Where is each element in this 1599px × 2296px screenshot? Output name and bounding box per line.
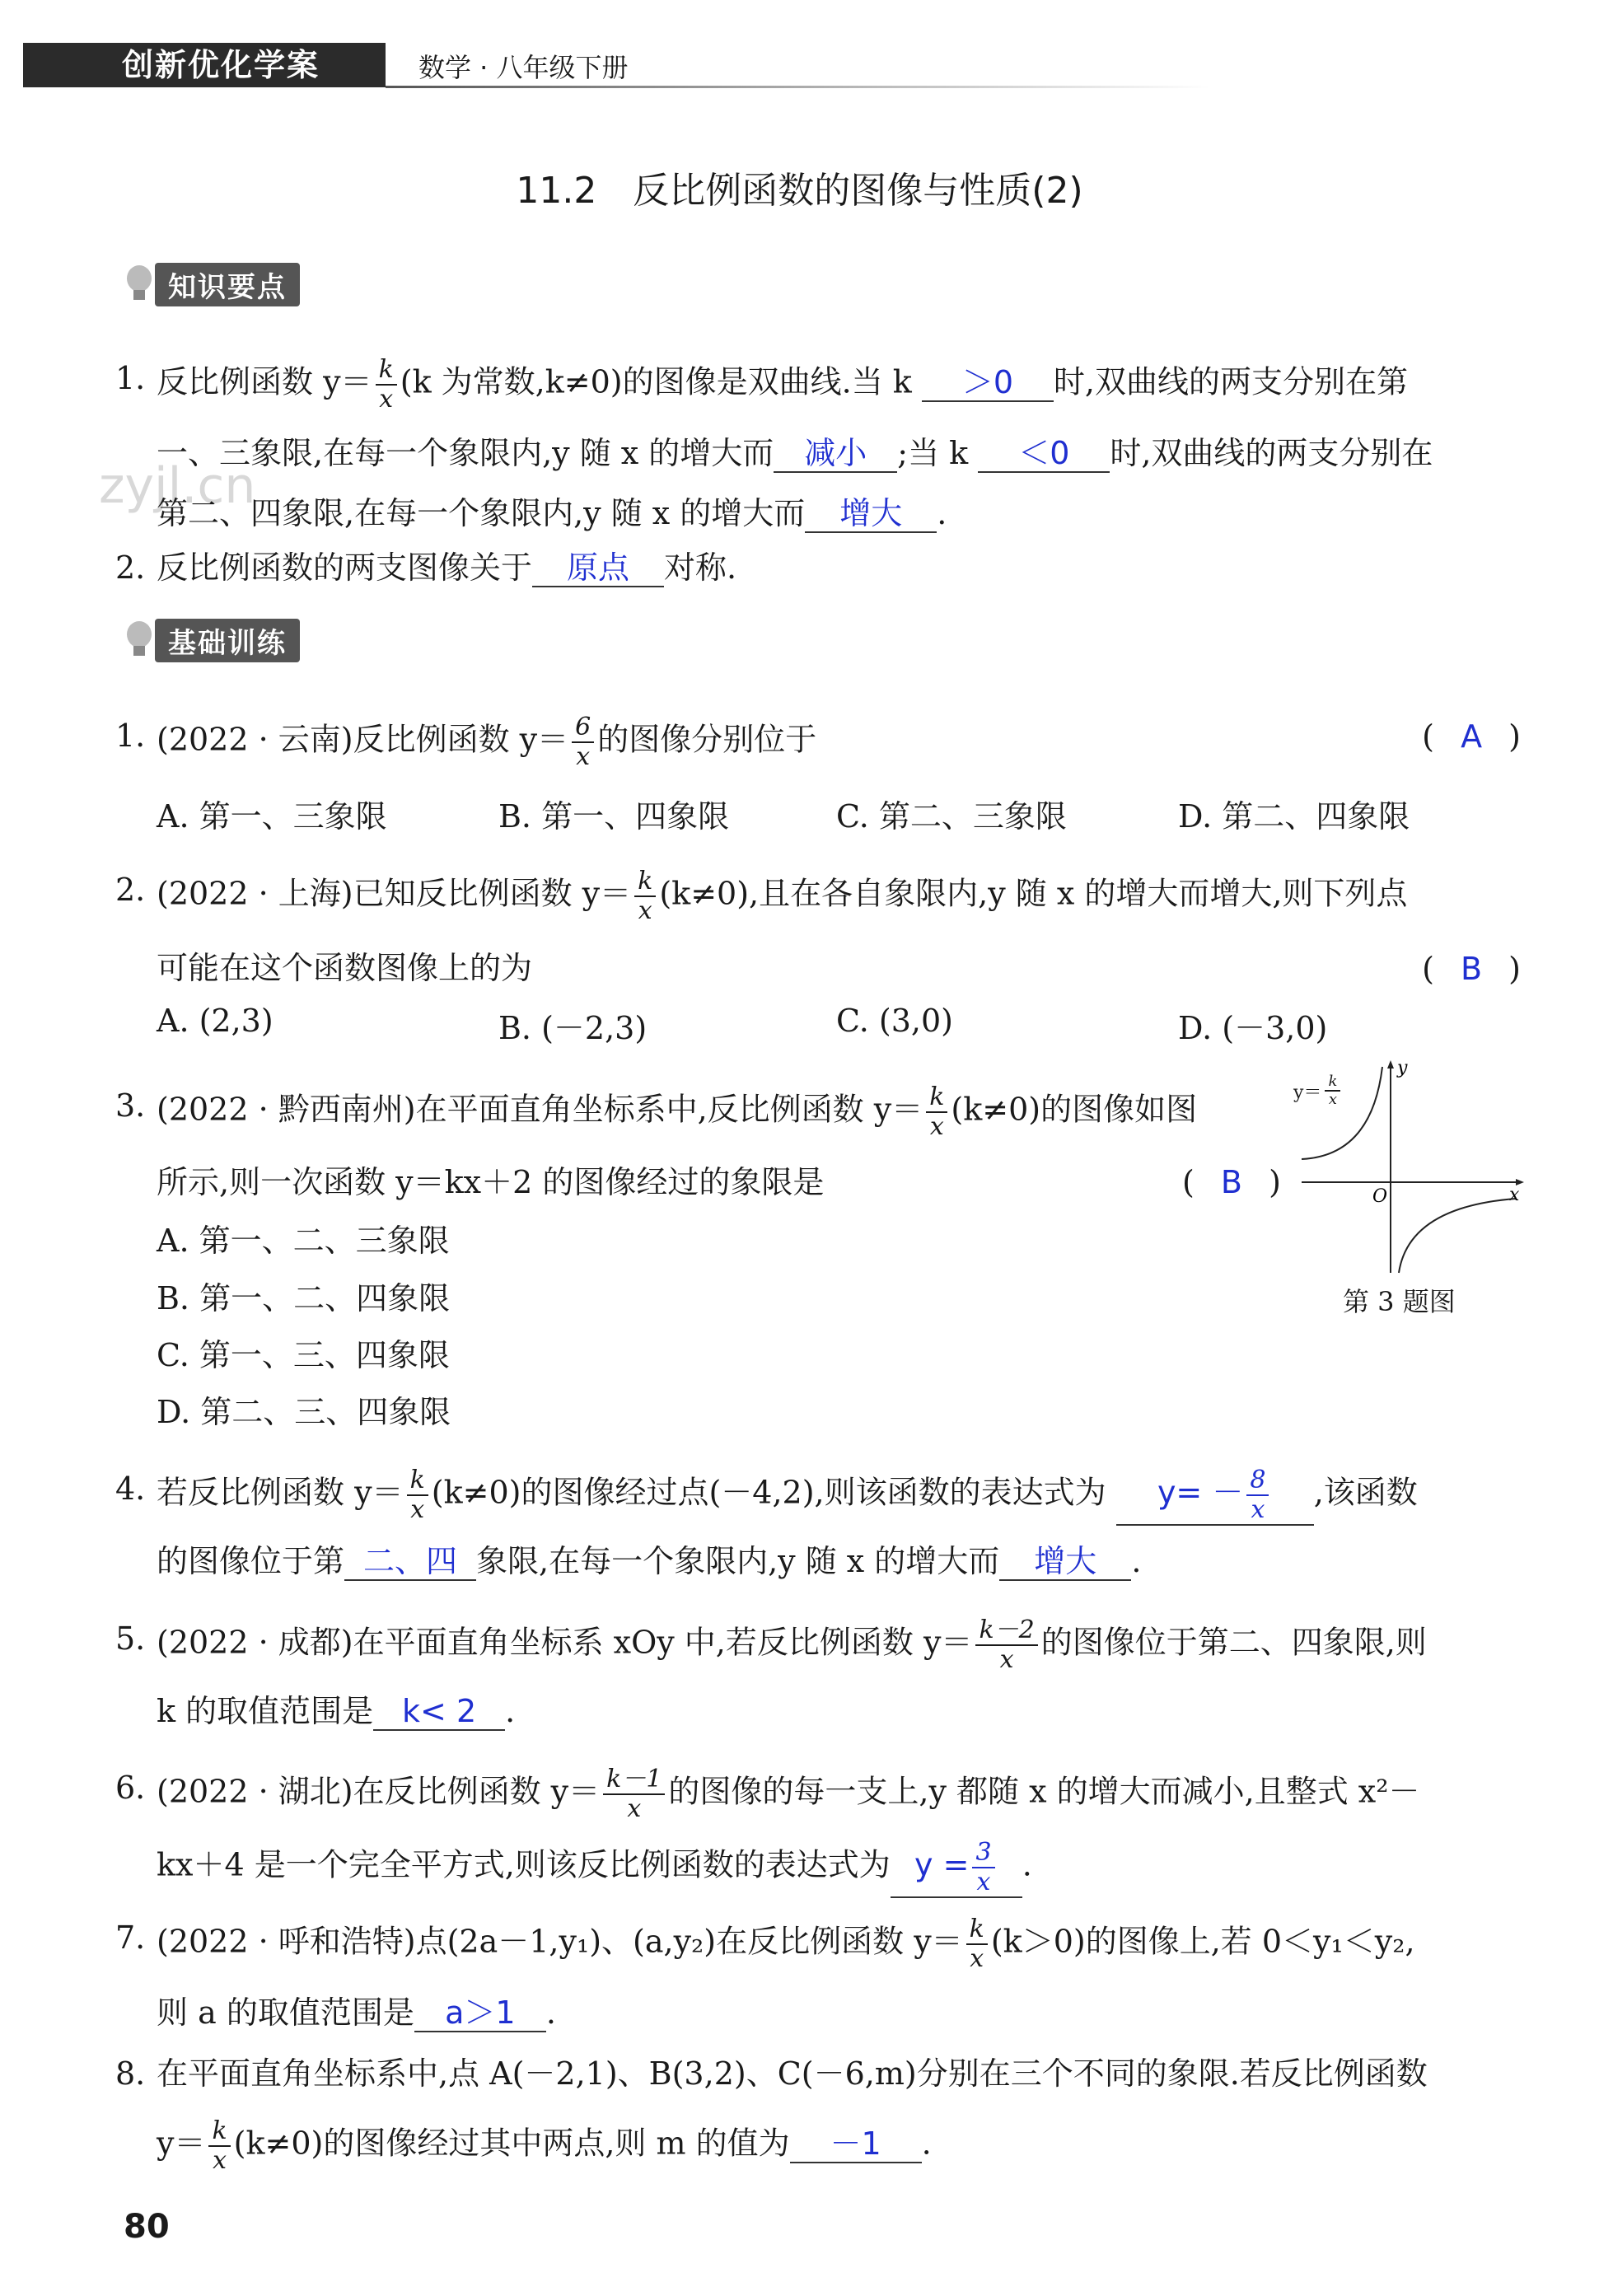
question-2-line2 (157, 946, 1521, 990)
text: 反比例函数的两支图像关于 (157, 549, 533, 586)
item-number: 2. (115, 549, 146, 586)
text: (k＞0)的图像上,若 0＜y₁＜y₂, (990, 1923, 1415, 1960)
text: 时,双曲线的两支分别在第 (1053, 363, 1409, 400)
question-7-line1 (115, 1915, 1521, 1973)
q3-figure-equation (1293, 1073, 1344, 1108)
text: (k≠0)的图像如图 (951, 1091, 1198, 1128)
watermark: zyjl.cn (99, 457, 256, 515)
answer-prefix: y= － (1157, 1474, 1244, 1511)
text: 可能在这个函数图像上的为 (157, 950, 533, 986)
fraction-numerator: k (1325, 1073, 1340, 1092)
question-8-line2 (157, 2117, 1521, 2175)
origin-label: O (1372, 1186, 1388, 1207)
question-number: 5. (115, 1620, 146, 1657)
question-6-line1 (115, 1765, 1521, 1823)
paren-right: ) (1508, 951, 1521, 987)
text: (2022 · 云南)反比例函数 y＝ (157, 721, 569, 758)
choice-answer: B (1461, 951, 1483, 987)
text: (2022 · 湖北)在反比例函数 y＝ (157, 1773, 601, 1810)
question-number: 3. (115, 1087, 146, 1124)
fraction-denominator: x (410, 1495, 425, 1524)
question-8-line1 (115, 2051, 1521, 2096)
header-rule (386, 86, 1209, 88)
question-5-line1 (115, 1616, 1521, 1674)
q1-option-b: B. 第一、四象限 (498, 798, 730, 835)
answer: 二、四 (363, 1543, 458, 1579)
answer: 减小 (804, 435, 867, 471)
text: 所示,则一次函数 y＝kx＋2 的图像经过的象限是 (157, 1164, 825, 1200)
page-number: 80 (124, 2208, 170, 2246)
x-axis-label: x (1509, 1185, 1520, 1205)
question-4-line2 (157, 1539, 1521, 1583)
answer: －1 (830, 2125, 881, 2162)
paren-left: ( (1182, 1164, 1195, 1200)
answer: a＞1 (445, 1994, 516, 2031)
q2-option-c: C. (3,0) (836, 1003, 953, 1039)
text: y＝ (157, 2125, 206, 2162)
question-3-line2 (157, 1160, 1286, 1204)
hyperbola-branch-lower (1399, 1199, 1516, 1273)
q3-figure-caption: 第 3 题图 (1343, 1286, 1456, 1317)
text: 的图像分别位于 (597, 721, 817, 758)
section-practice-label: 基础训练 (155, 619, 300, 662)
text: . (505, 1693, 516, 1729)
fraction-numerator: k (376, 356, 397, 386)
fraction-numerator: k (634, 867, 656, 897)
answer-blank (891, 1839, 1022, 1898)
paren-left: ( (1422, 951, 1434, 987)
header-brand: 创新优化学案 (122, 47, 320, 83)
fraction-denominator: x (970, 1944, 984, 1973)
text: 象限,在每一个象限内,y 随 x 的增大而 (476, 1543, 1000, 1579)
choice-answer: B (1220, 1164, 1242, 1200)
answer-blank (344, 1543, 476, 1581)
y-axis-label: y (1397, 1059, 1408, 1078)
answer: k< 2 (402, 1693, 477, 1729)
choice-answer: A (1461, 718, 1483, 755)
fraction-numerator: k (926, 1083, 947, 1113)
fraction-numerator: k (208, 2117, 230, 2147)
answer: 原点 (567, 549, 630, 586)
answer-blank (790, 2125, 922, 2163)
text: (k 为常数,k≠0)的图像是双曲线.当 k (400, 363, 912, 400)
answer-prefix: y = (914, 1846, 970, 1883)
answer-blank (922, 364, 1054, 402)
fraction-numerator: k (966, 1915, 988, 1945)
fraction-denominator: x (929, 1112, 944, 1141)
text: (k≠0)的图像经过其中两点,则 m 的值为 (233, 2125, 790, 2162)
text: 第二、四象限,在每一个象限内,y 随 x 的增大而 (157, 495, 806, 531)
text: . (937, 495, 947, 531)
answer-blank (373, 1693, 505, 1731)
knowledge-item-2 (115, 545, 1521, 590)
q3-answer-paren (1182, 1160, 1281, 1204)
fraction-denominator: x (379, 385, 394, 414)
fraction-numerator: k－2 (975, 1616, 1037, 1646)
answer-fraction (972, 1839, 994, 1896)
fraction-numerator: 6 (572, 713, 594, 743)
question-4-line1 (115, 1466, 1521, 1526)
q3-option-a: A. 第一、二、三象限 (157, 1223, 450, 1259)
text: kx＋4 是一个完全平方式,则该反比例函数的表达式为 (157, 1846, 891, 1883)
answer-blank (978, 435, 1110, 473)
text: 对称. (664, 549, 737, 586)
text: (k≠0),且在各自象限内,y 随 x 的增大而增大,则下列点 (659, 875, 1408, 912)
q2-answer-paren (1422, 951, 1521, 987)
fraction (407, 1466, 428, 1524)
fraction-numerator: 3 (972, 1839, 994, 1868)
q2-option-d: D. (－3,0) (1178, 1010, 1328, 1046)
question-2-line1 (115, 867, 1521, 925)
knowledge-item-1-line1 (115, 355, 1521, 414)
section-knowledge-label: 知识要点 (155, 263, 300, 306)
fraction (376, 356, 397, 414)
text: . (1131, 1543, 1142, 1579)
text: 的图像位于第二、四象限,则 (1040, 1624, 1427, 1661)
text: . (1022, 1846, 1032, 1883)
fraction (208, 2117, 230, 2175)
fraction-denominator: x (1251, 1495, 1265, 1524)
answer: ＜0 (1018, 435, 1070, 471)
fraction-denominator: x (638, 896, 652, 925)
knowledge-item-1-line3 (157, 491, 1521, 535)
answer-blank (999, 1543, 1131, 1581)
fraction (634, 867, 656, 925)
question-6-line2 (157, 1839, 1521, 1898)
answer-blank (774, 435, 897, 473)
text: 则 a 的取值范围是 (157, 1994, 414, 2031)
fraction-numerator: k－1 (603, 1765, 665, 1795)
header-subject: 数学 · 八年级下册 (418, 52, 629, 83)
text: (2022 · 上海)已知反比例函数 y＝ (157, 875, 632, 912)
fraction (572, 713, 594, 771)
fraction (1325, 1073, 1340, 1108)
lightbulb-icon (124, 620, 155, 661)
text: 一、三象限,在每一个象限内,y 随 x 的增大而 (157, 435, 774, 471)
question-number: 4. (115, 1471, 146, 1507)
q1-answer-paren (1422, 718, 1521, 755)
answer: ＞0 (961, 363, 1014, 400)
equation-prefix: y＝ (1293, 1082, 1322, 1103)
q3-option-d: D. 第二、三、四象限 (157, 1394, 451, 1430)
q2-option-b: B. (－2,3) (498, 1010, 648, 1046)
question-number: 7. (115, 1920, 146, 1956)
page-title: 11.2 反比例函数的图像与性质(2) (516, 170, 1083, 212)
fraction-numerator: 8 (1246, 1466, 1269, 1496)
text: (2022 · 成都)在平面直角坐标系 xOy 中,若反比例函数 y＝ (157, 1624, 973, 1661)
fraction-denominator: x (976, 1868, 991, 1896)
lightbulb-icon (124, 264, 155, 305)
question-number: 8. (115, 2055, 146, 2092)
paren-left: ( (1422, 718, 1434, 755)
question-3-line1 (115, 1083, 1286, 1141)
y-axis-arrow (1387, 1060, 1394, 1069)
text: (2022 · 呼和浩特)点(2a－1,y₁)、(a,y₂)在反比例函数 y＝ (157, 1923, 963, 1960)
text: 的图像的每一支上,y 都随 x 的增大而减小,且整式 x²－ (668, 1773, 1420, 1810)
knowledge-item-1-line2 (157, 431, 1521, 475)
answer-fraction (1246, 1466, 1269, 1524)
text: 在平面直角坐标系中,点 A(－2,1)、B(3,2)、C(－6,m)分别在三个不同的象限.若反比例函数 (157, 2055, 1428, 2092)
text: (k≠0)的图像经过点(－4,2),则该函数的表达式为 (431, 1474, 1106, 1511)
q1-option-c: C. 第二、三象限 (836, 798, 1067, 835)
q3-figure (1293, 1059, 1532, 1317)
item-number: 1. (115, 360, 146, 396)
q1-option-a: A. 第一、三象限 (157, 798, 387, 835)
text: 的图像位于第 (157, 1543, 345, 1579)
q1-option-d: D. 第二、四象限 (1178, 798, 1410, 835)
question-number: 6. (115, 1770, 146, 1806)
fraction (966, 1915, 988, 1973)
fraction (603, 1765, 665, 1823)
text: 时,双曲线的两支分别在 (1110, 435, 1433, 471)
text: (2022 · 黔西南州)在平面直角坐标系中,反比例函数 y＝ (157, 1091, 923, 1128)
fraction-denominator: x (576, 742, 591, 771)
text: . (545, 1994, 556, 2031)
answer-blank (805, 495, 937, 533)
text: 反比例函数 y＝ (157, 363, 372, 400)
answer-blank (1116, 1466, 1314, 1526)
fraction (926, 1083, 947, 1141)
q3-option-c: C. 第一、三、四象限 (157, 1337, 450, 1373)
fraction-denominator: x (999, 1645, 1014, 1674)
fraction-denominator: x (213, 2146, 227, 2175)
paren-right: ) (1269, 1164, 1281, 1200)
text: k 的取值范围是 (157, 1693, 374, 1729)
q3-option-b: B. 第一、二、四象限 (157, 1280, 451, 1316)
paren-right: ) (1508, 718, 1521, 755)
text: ,该函数 (1313, 1474, 1418, 1511)
section-knowledge-badge (124, 264, 300, 305)
question-5-line2 (157, 1689, 1521, 1733)
answer: 增大 (1034, 1543, 1097, 1579)
fraction-denominator: x (627, 1794, 642, 1823)
fraction-numerator: k (407, 1466, 428, 1496)
text: ;当 k (897, 435, 969, 471)
fraction (975, 1616, 1037, 1674)
answer: 增大 (839, 495, 903, 531)
text: . (921, 2125, 932, 2162)
question-number: 2. (115, 872, 146, 908)
question-1 (115, 713, 1521, 771)
question-number: 1. (115, 718, 146, 754)
answer-blank (532, 549, 664, 587)
question-7-line2 (157, 1990, 1521, 2035)
answer-blank (414, 1994, 546, 2032)
section-practice-badge (124, 620, 300, 661)
q2-option-a: A. (2,3) (157, 1003, 274, 1039)
fraction-denominator: x (1328, 1091, 1337, 1108)
text: 若反比例函数 y＝ (157, 1474, 404, 1511)
